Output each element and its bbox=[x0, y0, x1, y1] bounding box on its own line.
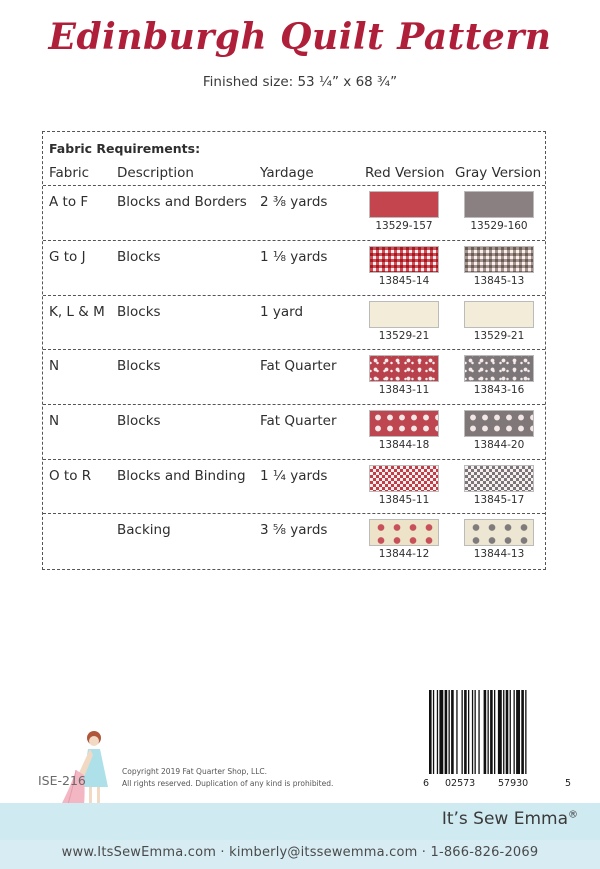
barcode-bar bbox=[516, 690, 520, 774]
table-row bbox=[43, 459, 545, 513]
fabric-label: K, L & M bbox=[49, 304, 105, 320]
red-swatch bbox=[369, 246, 439, 273]
copyright-line-1: Copyright 2019 Fat Quarter Shop, LLC. bbox=[122, 767, 268, 776]
yardage: 1 ¼ yards bbox=[260, 468, 328, 484]
barcode-bar bbox=[451, 690, 454, 774]
gray-swatch bbox=[464, 301, 534, 328]
gray-fabric-code: 13844-20 bbox=[473, 439, 525, 451]
yardage: 1 yard bbox=[260, 304, 304, 320]
yardage: 2 ⅜ yards bbox=[260, 194, 328, 210]
barcode-bar bbox=[506, 690, 509, 774]
barcode-bar bbox=[478, 690, 479, 774]
barcode-bar bbox=[456, 690, 457, 774]
barcode-bar bbox=[449, 690, 450, 774]
barcode-bar bbox=[514, 690, 515, 774]
table-row bbox=[43, 513, 545, 567]
barcode-bar bbox=[433, 690, 434, 774]
description: Blocks bbox=[117, 413, 161, 429]
red-swatch bbox=[369, 355, 439, 382]
barcode-bar bbox=[488, 690, 489, 774]
barcode-bar bbox=[468, 690, 469, 774]
description: Blocks bbox=[117, 249, 161, 265]
red-fabric-code: 13845-11 bbox=[378, 494, 430, 506]
pattern-code: ISE-216 bbox=[38, 773, 86, 788]
table-row bbox=[43, 295, 545, 349]
barcode-bar bbox=[429, 690, 432, 774]
col-header-description: Description bbox=[117, 165, 194, 181]
gray-fabric-code: 13845-17 bbox=[473, 494, 525, 506]
yardage: Fat Quarter bbox=[260, 358, 337, 374]
red-fabric-code: 13844-18 bbox=[378, 439, 430, 451]
gray-swatch bbox=[464, 246, 534, 273]
barcode-bar bbox=[503, 690, 504, 774]
copyright-notice bbox=[122, 766, 333, 790]
fabric-label: N bbox=[49, 413, 60, 429]
registered-mark: ® bbox=[568, 809, 578, 821]
description: Backing bbox=[117, 522, 171, 538]
table-row bbox=[43, 185, 545, 239]
red-fabric-code: 13529-157 bbox=[375, 220, 433, 232]
barcode-bar bbox=[439, 690, 443, 774]
red-fabric-code: 13844-12 bbox=[378, 548, 430, 560]
fabric-label: N bbox=[49, 358, 60, 374]
gray-swatch bbox=[464, 410, 534, 437]
gray-swatch bbox=[464, 355, 534, 382]
barcode-group-2: 57930 bbox=[498, 778, 529, 789]
description: Blocks bbox=[117, 304, 161, 320]
barcode-bar bbox=[484, 690, 487, 774]
fabric-label: A to F bbox=[49, 194, 89, 210]
description: Blocks and Binding bbox=[117, 468, 246, 484]
barcode-bar bbox=[462, 690, 463, 774]
barcode-bar bbox=[475, 690, 476, 774]
barcode-bar bbox=[464, 690, 467, 774]
gray-swatch bbox=[464, 519, 534, 546]
table-title: Fabric Requirements: bbox=[49, 141, 201, 156]
barcode-bar bbox=[490, 690, 493, 774]
red-fabric-code: 13845-14 bbox=[378, 275, 430, 287]
red-fabric-code: 13843-11 bbox=[378, 384, 430, 396]
gray-fabric-code: 13844-13 bbox=[473, 548, 525, 560]
col-header-gray-version: Gray Version bbox=[455, 165, 542, 181]
gray-fabric-code: 13529-21 bbox=[473, 330, 525, 342]
barcode-bar bbox=[494, 690, 495, 774]
contact-bar: www.ItsSewEmma.com · kimberly@itssewemma.com · 1-866-826-2069 bbox=[0, 840, 600, 869]
yardage: 1 ⅛ yards bbox=[260, 249, 328, 265]
pattern-title: Edinburgh Quilt Pattern bbox=[48, 16, 552, 58]
barcode-bar bbox=[525, 690, 526, 774]
gray-swatch bbox=[464, 191, 534, 218]
barcode-bar bbox=[472, 690, 473, 774]
description: Blocks bbox=[117, 358, 161, 374]
barcode-bar bbox=[498, 690, 502, 774]
barcode-digit-left: 6 bbox=[423, 778, 430, 789]
red-fabric-code: 13529-21 bbox=[378, 330, 430, 342]
brand-text: It’s Sew Emma bbox=[441, 809, 568, 829]
barcode-bar bbox=[445, 690, 448, 774]
table-row bbox=[43, 349, 545, 403]
red-swatch bbox=[369, 301, 439, 328]
barcode-group-1: 02573 bbox=[445, 778, 476, 789]
red-swatch bbox=[369, 191, 439, 218]
barcode-digit-right: 5 bbox=[565, 778, 572, 789]
col-header-fabric: Fabric bbox=[49, 165, 90, 181]
barcode-bars bbox=[425, 690, 575, 776]
brand-name bbox=[442, 809, 578, 829]
barcode-bar bbox=[521, 690, 524, 774]
description: Blocks and Borders bbox=[117, 194, 247, 210]
gray-fabric-code: 13529-160 bbox=[470, 220, 528, 232]
finished-size: Finished size: 53 ¼” x 68 ¾” bbox=[202, 74, 398, 90]
col-header-red-version: Red Version bbox=[365, 165, 445, 181]
col-header-yardage: Yardage bbox=[260, 165, 314, 181]
table-row bbox=[43, 240, 545, 294]
red-swatch bbox=[369, 410, 439, 437]
barcode-bar bbox=[510, 690, 511, 774]
copyright-line-2: All rights reserved. Duplication of any kind is prohibited. bbox=[122, 779, 334, 788]
fabric-requirements-table bbox=[42, 131, 546, 570]
fabric-label: O to R bbox=[49, 468, 92, 484]
gray-swatch bbox=[464, 465, 534, 492]
gray-fabric-code: 13843-16 bbox=[473, 384, 525, 396]
barcode-bar bbox=[437, 690, 438, 774]
red-swatch bbox=[369, 519, 439, 546]
table-row bbox=[43, 404, 545, 458]
gray-fabric-code: 13845-13 bbox=[473, 275, 525, 287]
yardage: Fat Quarter bbox=[260, 413, 337, 429]
fabric-label: G to J bbox=[49, 249, 86, 265]
red-swatch bbox=[369, 465, 439, 492]
barcode bbox=[425, 690, 575, 790]
yardage: 3 ⅝ yards bbox=[260, 522, 328, 538]
